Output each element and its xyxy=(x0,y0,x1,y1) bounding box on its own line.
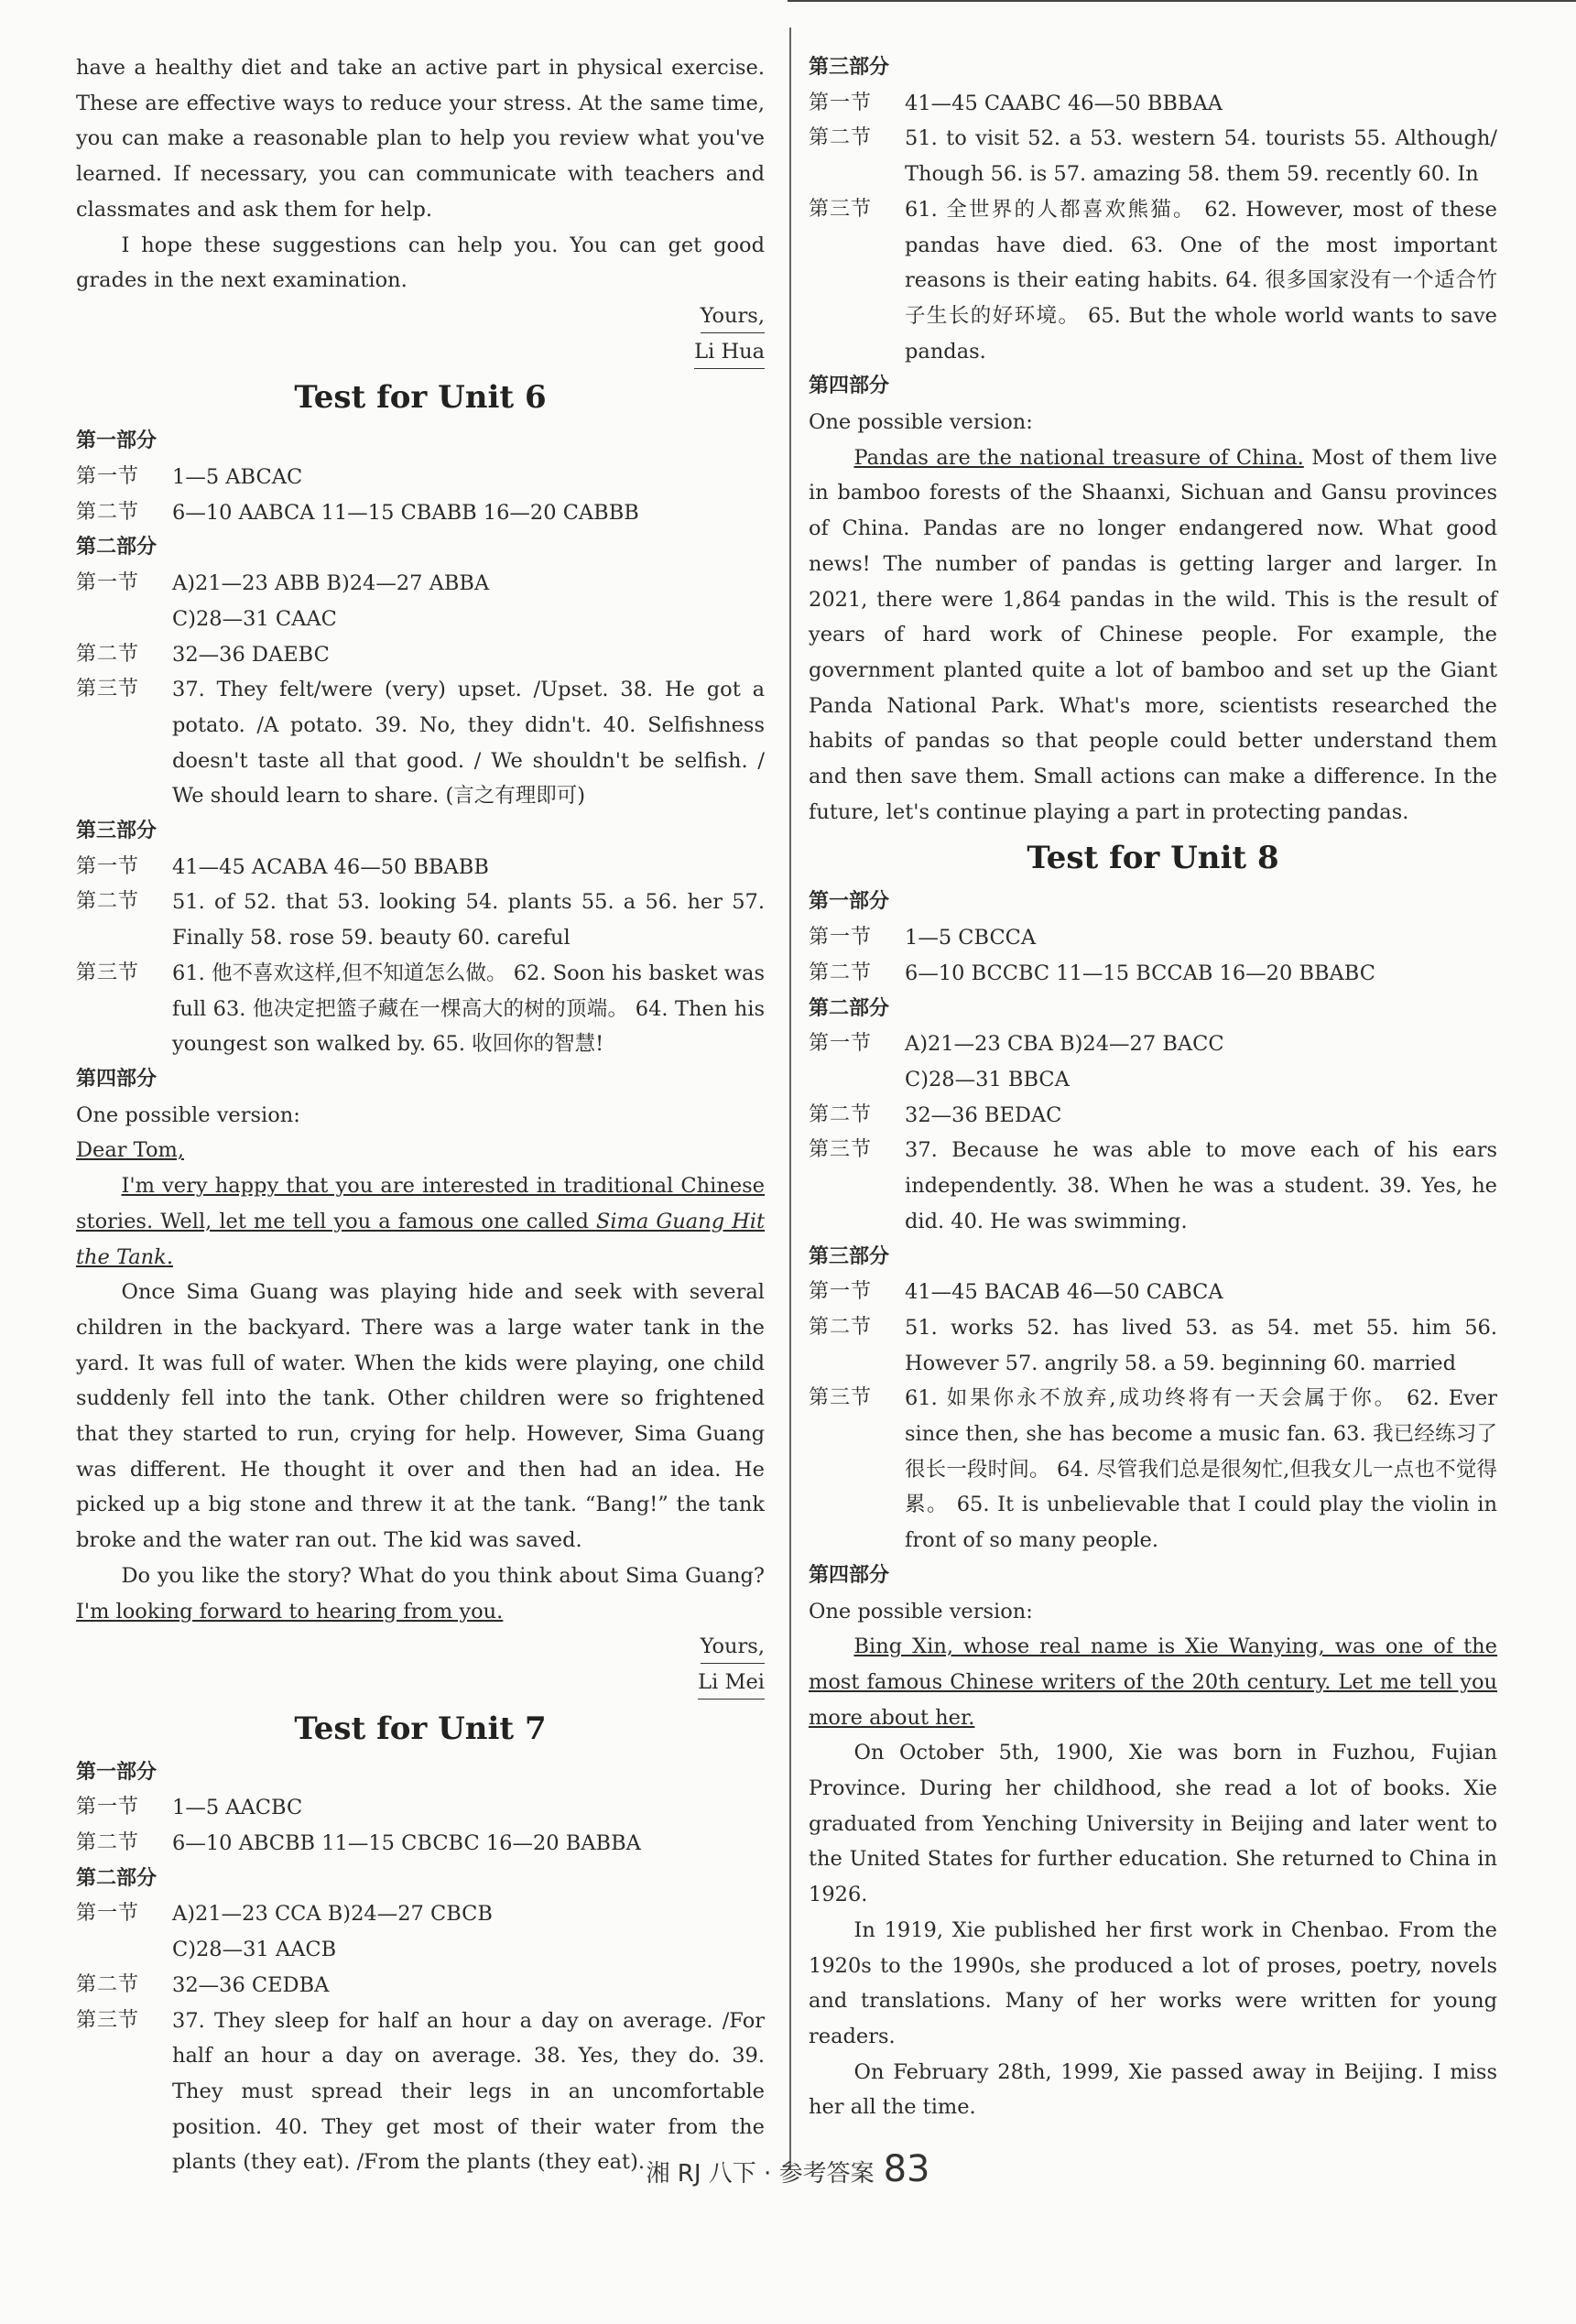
version-label: One possible version: xyxy=(76,1102,300,1127)
signature-closing: Yours, xyxy=(76,1629,765,1665)
section-row: 第三节 37. They sleep for half an hour a day on average. /For half an hour a day on average. 38. Yes, they do. 39. They must spread their legs in an uncomfortable position. 40. They get most of their water from the plants (they eat). /From the plants (they eat). xyxy=(76,2008,765,2175)
essay-paragraph: On October 5th, 1900, Xie was born in Fuzhou, Fujian Province. During her childhood, she read a lot of books. Xie graduated from Yenching University in Beijing and later went to the United States for further education. She returned to China in 1926. xyxy=(809,1741,1497,1907)
section-row: 第三节 61. 他不喜欢这样,但不知道怎么做。 62. Soon his basket was full 63. 他决定把篮子藏在一棵高大的树的顶端。 64. Then his youngest son walked by. 65. 收回你的智慧! xyxy=(76,961,765,1057)
section-row: 第二节 6—10 BCCBC 11—15 BCCAB 16—20 BBABC xyxy=(809,961,1375,985)
section-row: 第三节 61. 全世界的人都喜欢熊猫。 62. However, most of these pandas have died. 63. One of the most important reasons is their eating habits. 64. 很多国家没有一个适合竹子生长的好环境。 65. But the whole world wants to save pandas. xyxy=(809,197,1497,364)
top-rule xyxy=(788,0,1576,2)
section-row: 第一节 41—45 ACABA 46—50 BBABB xyxy=(76,854,489,879)
version-label: One possible version: xyxy=(809,410,1033,435)
unit8-title: Test for Unit 8 xyxy=(1027,840,1279,877)
unit6-title: Test for Unit 6 xyxy=(294,379,547,417)
section-row: 第二节 32—36 DAEBC xyxy=(76,642,330,667)
section-row: 第一节 A)21—23 ABB B)24—27 ABBA C)28—31 CAAC xyxy=(76,571,490,631)
left-column xyxy=(76,50,765,2180)
part-heading: 第一部分 xyxy=(76,1760,158,1784)
section-row: 第二节 32—36 CEDBA xyxy=(76,1972,330,1997)
essay-paragraph: On February 28th, 1999, Xie passed away in Beijing. I miss her all the time. xyxy=(809,2059,1497,2120)
section-row: 第三节 61. 如果你永不放弃,成功终将有一天会属于你。 62. Ever since then, she has become a music fan. 63. 我已经练习了很长一段时间。 64. 尽管我们总是很匆忙,但我女儿一点也不觉得累。 65. It is unbelievable that I could play the violin in front of so many people. xyxy=(809,1386,1497,1553)
essay-paragraph: Bing Xin, whose real name is Xie Wanying, was one of the most famous Chinese writers of the 20th century. Let me tell you more about her. xyxy=(809,1634,1497,1730)
section-row: 第一节 1—5 ABCAC xyxy=(76,465,303,490)
signature-closing: Yours, xyxy=(76,299,765,334)
version-label: One possible version: xyxy=(809,1599,1033,1624)
part-heading: 第二部分 xyxy=(76,536,158,559)
section-row: 第一节 1—5 AACBC xyxy=(76,1796,303,1820)
essay-paragraph: In 1919, Xie published her first work in Chenbao. From the 1920s to the 1990s, she produced a lot of proses, poetry, novels and translations. Many of her works were written for young readers. xyxy=(809,1917,1497,2048)
section-row: 第二节 51. to visit 52. a 53. western 54. tourists 55. Although/ Though 56. is 57. amazing 58. them 59. recently 60. In xyxy=(809,126,1497,187)
right-column xyxy=(809,50,1497,2125)
section-row: 第一节 A)21—23 CCA B)24—27 CBCB C)28—31 AACB xyxy=(76,1902,493,1962)
part-heading: 第三部分 xyxy=(76,820,158,843)
part-heading: 第三部分 xyxy=(809,1244,890,1268)
section-row: 第一节 1—5 CBCCA xyxy=(809,926,1037,950)
essay-paragraph: Do you like the story? What do you think about Sima Guang? I'm looking forward to hearing from you. xyxy=(76,1563,765,1624)
part-heading: 第四部分 xyxy=(76,1067,158,1091)
part-heading: 第四部分 xyxy=(809,375,890,398)
part-heading: 第一部分 xyxy=(809,890,890,914)
letter-greeting: Dear Tom, xyxy=(76,1138,184,1163)
section-row: 第二节 32—36 BEDAC xyxy=(809,1102,1062,1127)
page-footer xyxy=(0,2148,1576,2192)
part-heading: 第二部分 xyxy=(76,1866,158,1890)
section-row: 第三节 37. They felt/were (very) upset. /Upset. 38. He got a potato. /A potato. 39. No, they didn't. 40. Selfishness doesn't taste all that good. / We shouldn't be selfish. / We should learn to share. (言之有理即可) xyxy=(76,678,765,809)
column-divider xyxy=(789,27,791,2170)
section-row: 第一节 A)21—23 CBA B)24—27 BACC C)28—31 BBCA xyxy=(809,1032,1224,1091)
essay-paragraph: Pandas are the national treasure of China. Most of them live in bamboo forests of the Shaanxi, Sichuan and Gansu provinces of China. Pandas are no longer endangered now. What good news! The number of pandas is getting larger and larger. In 2021, there were 1,864 pandas in the wild. This is the result of years of hard work of Chinese people. For example, the government planted quite a lot of bamboo and set up the Giant Panda National Park. What's more, scientists researched the habits of pandas so that people could better understand them and then save them. Small actions can make a difference. In the future, let's continue playing a part in protecting pandas. xyxy=(809,445,1498,824)
section-row: 第二节 51. of 52. that 53. looking 54. plants 55. a 56. her 57. Finally 58. rose 59. beauty 60. careful xyxy=(76,890,765,950)
unit7-title: Test for Unit 7 xyxy=(294,1710,547,1747)
essay-paragraph: Once Sima Guang was playing hide and seek with several children in the backyard. There was a large water tank in the yard. It was full of water. When the kids were playing, one child suddenly fell into the tank. Other children were so frightened that they started to run, crying for help. However, Sima Guang was different. He thought it over and then had an idea. He picked up a big stone and threw it at the tank. “Bang!” the tank broke and the water ran out. The kid was saved. xyxy=(76,1280,765,1553)
footer-text: 湘 RJ 八下 · 参考答案 xyxy=(646,2160,875,2188)
section-row: 第二节 6—10 AABCA 11—15 CBABB 16—20 CABBB xyxy=(76,500,639,525)
part-heading: 第一部分 xyxy=(76,429,158,453)
part-heading: 第四部分 xyxy=(809,1563,890,1587)
section-row: 第一节 41—45 BACAB 46—50 CABCA xyxy=(809,1280,1223,1305)
essay-paragraph: I'm very happy that you are interested in traditional Chinese stories. Well, let me tell you a famous one called Sima Guang Hit the Tank. xyxy=(76,1174,765,1269)
section-row: 第二节 51. works 52. has lived 53. as 54. met 55. him 56. However 57. angrily 58. a 59. beginning 60. married xyxy=(809,1315,1497,1375)
part-heading: 第二部分 xyxy=(809,996,890,1020)
page-number: 83 xyxy=(883,2148,930,2190)
essay-paragraph: I hope these suggestions can help you. You can get good grades in the next examination. xyxy=(76,233,765,293)
essay-paragraph: have a healthy diet and take an active part in physical exercise. These are effective ways to reduce your stress. At the same time, you can make a reasonable plan to help you review what you've learned. If necessary, you can communicate with teachers and classmates and ask them for help. xyxy=(76,56,765,222)
section-row: 第二节 6—10 ABCBB 11—15 CBCBC 16—20 BABBA xyxy=(76,1831,641,1856)
section-row: 第三节 37. Because he was able to move each of his ears independently. 38. When he was a student. 39. Yes, he did. 40. He was swimming. xyxy=(809,1138,1497,1233)
section-row: 第一节 41—45 CAABC 46—50 BBBAA xyxy=(809,91,1223,115)
signature-name: Li Hua xyxy=(76,334,765,370)
signature-name: Li Mei xyxy=(76,1665,765,1700)
part-heading: 第三部分 xyxy=(809,56,890,79)
